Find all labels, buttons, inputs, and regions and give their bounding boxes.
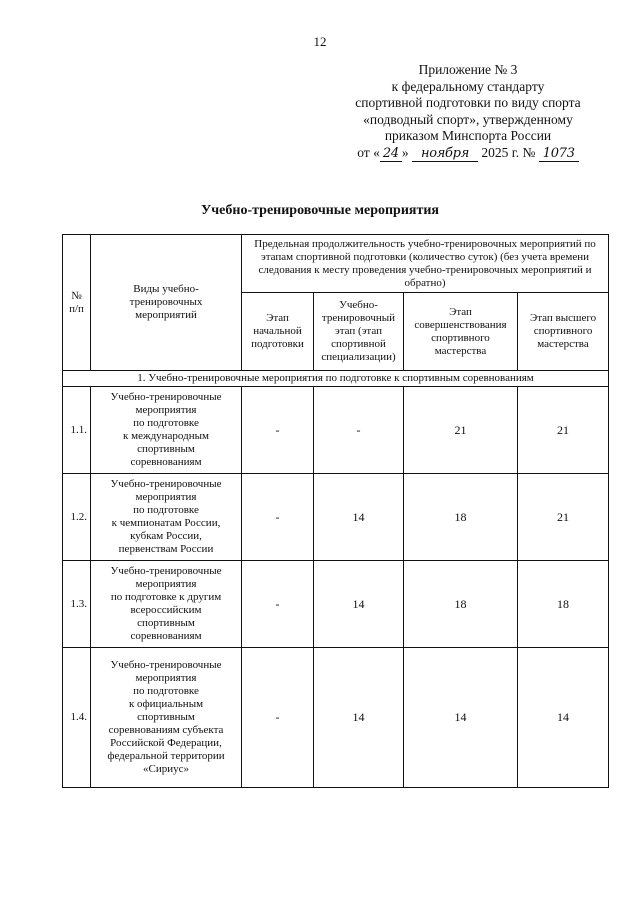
- page-number: 12: [313, 34, 327, 49]
- row-value-improvement: 18: [404, 474, 518, 561]
- section-heading: 1. Учебно-тренировочные мероприятия по подготовке к спортивным соревнованиям: [63, 371, 609, 387]
- row-value-highest: 21: [518, 474, 609, 561]
- table-row: [63, 561, 609, 648]
- row-number: 1.1.: [63, 387, 91, 474]
- order-quote-close: »: [401, 144, 409, 160]
- order-from-label: от «: [357, 144, 380, 160]
- row-value-initial: -: [242, 474, 314, 561]
- row-value-highest: 21: [518, 387, 609, 474]
- row-value-training: 14: [314, 561, 404, 648]
- row-value-training: -: [314, 387, 404, 474]
- table-row: [63, 474, 609, 561]
- order-month: ноября: [412, 147, 478, 162]
- order-day: 24: [380, 147, 402, 162]
- document-title: Учебно-тренировочные мероприятия: [201, 203, 439, 218]
- training-events-table: [62, 234, 609, 788]
- row-event-name: Учебно-тренировочные мероприятия по подготовке к другим всероссийским спортивным соревнованиям: [91, 561, 242, 648]
- row-number: 1.3.: [63, 561, 91, 648]
- table-row: [63, 387, 609, 474]
- row-value-initial: -: [242, 387, 314, 474]
- row-value-improvement: 18: [404, 561, 518, 648]
- appendix-block: [330, 62, 606, 162]
- header-stage-improvement: Этап совершенствования спортивного мастерства: [404, 293, 518, 371]
- row-value-improvement: 21: [404, 387, 518, 474]
- appendix-line-1: Приложение № 3: [418, 62, 518, 77]
- row-value-highest: 14: [518, 648, 609, 788]
- order-date-line: [330, 145, 606, 162]
- row-number: 1.2.: [63, 474, 91, 561]
- appendix-line-4: «подводный спорт», утвержденному: [363, 111, 573, 127]
- order-number: 1073: [539, 147, 579, 162]
- row-number: 1.4.: [63, 648, 91, 788]
- row-value-training: 14: [314, 474, 404, 561]
- row-value-initial: -: [242, 648, 314, 788]
- row-value-highest: 18: [518, 561, 609, 648]
- row-event-name: Учебно-тренировочные мероприятия по подготовке к официальным спортивным соревнованиям субъекта Российской Федерации, федеральной территории «Сириус»: [91, 648, 242, 788]
- row-event-name: Учебно-тренировочные мероприятия по подготовке к чемпионатам России, кубкам России, первенствам России: [91, 474, 242, 561]
- header-duration-group: Предельная продолжительность учебно-тренировочных мероприятий по этапам спортивной подготовки (количество суток) (без учета времени следования к месту проведения учебно-тренировочных мероприятий и обратно): [242, 235, 609, 293]
- header-num: № п/п: [63, 235, 91, 371]
- header-event-type: Виды учебно- тренировочных мероприятий: [91, 235, 242, 371]
- row-event-name: Учебно-тренировочные мероприятия по подготовке к международным спортивным соревнованиям: [91, 387, 242, 474]
- header-stage-highest: Этап высшего спортивного мастерства: [518, 293, 609, 371]
- header-stage-initial: Этап начальной подготовки: [242, 293, 314, 371]
- row-value-improvement: 14: [404, 648, 518, 788]
- appendix-line-5: приказом Минспорта России: [384, 128, 552, 144]
- table-row: [63, 648, 609, 788]
- appendix-line-2: к федеральному стандарту: [391, 78, 545, 94]
- row-value-training: 14: [314, 648, 404, 788]
- order-year: 2025 г. №: [481, 144, 536, 160]
- row-value-initial: -: [242, 561, 314, 648]
- header-stage-training: Учебно- тренировочный этап (этап спортивной специализации): [314, 293, 404, 371]
- appendix-line-3: спортивной подготовки по виду спорта: [355, 95, 581, 111]
